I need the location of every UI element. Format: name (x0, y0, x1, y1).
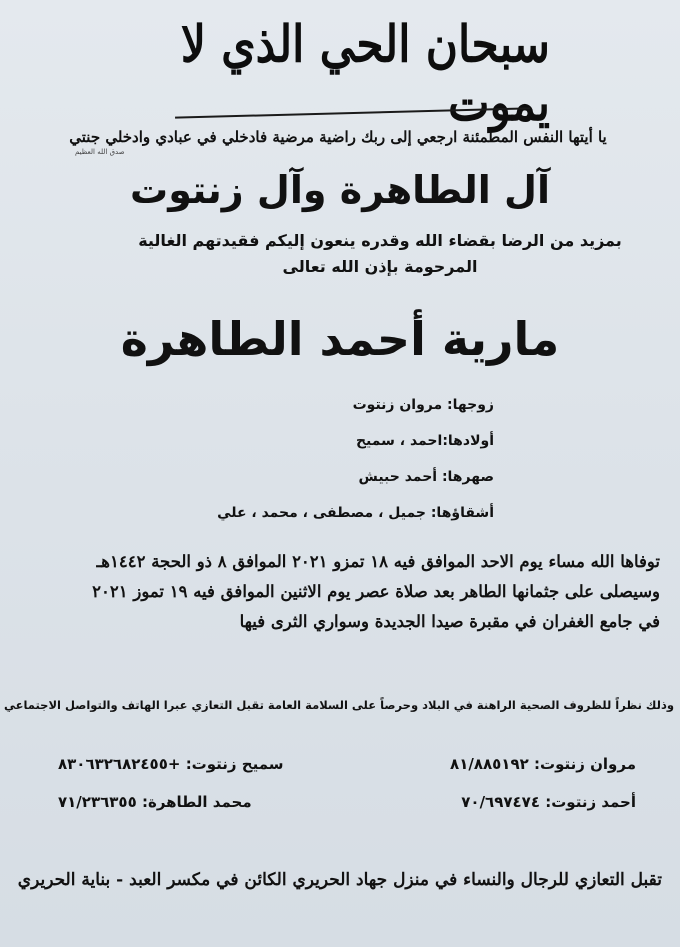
contact-samih (58, 755, 284, 773)
contact-ahmad (461, 793, 636, 811)
quran-verse: يا أيتها النفس المطمئنة ارجعي إلى ربك راضية مرضية فادخلي في عبادي وادخلي جنتي (69, 128, 607, 146)
contact-name: أحمد زنتوت: (545, 793, 636, 811)
announcement (80, 228, 680, 280)
contact-number: ٧١/٢٣٦٣٥٥ (58, 793, 137, 811)
relative-children: أولادها:احمد ، سميح (355, 433, 494, 449)
contact-mohammad (58, 793, 252, 811)
contact-marwan (450, 755, 636, 773)
contact-number: +٨٣٠٦٣٢٦٨٢٤٥٥ (58, 755, 181, 773)
announcement-line-2: المرحومة بإذن الله تعالى (282, 257, 478, 276)
contact-number: ٨١/٨٨٥١٩٢ (450, 755, 529, 773)
contacts-block (58, 755, 636, 815)
contact-name: مروان زنتوت: (534, 755, 636, 773)
death-details (20, 547, 660, 637)
announcement-line-1: بمزيد من الرضا بقضاء الله وقدره ينعون إليكم فقيدتهم الغالية (138, 231, 622, 250)
deceased-name: مارية أحمد الطاهرة (120, 312, 560, 366)
contact-name: محمد الطاهرة: (141, 793, 252, 811)
relative-son-in-law: صهرها: أحمد حبيش (358, 469, 494, 485)
verse-source: صدق الله العظيم (75, 148, 125, 156)
condolence-location: تقبل التعازي للرجال والنساء في منزل جهاد الحريري الكائن في مكسر العبد - بناية الحريري (17, 870, 662, 890)
death-line-1: توفاها الله مساء يوم الاحد الموافق فيه ١٨ تمزو ٢٠٢١ الموافق ٨ ذو الحجة ١٤٤٢هـ (96, 552, 660, 571)
relatives-list (174, 392, 494, 536)
death-line-3: في جامع الغفران في مقبرة صيدا الجديدة وسواري الثرى فيها (239, 612, 660, 631)
calligraphy-title: سبحان الحي الذي لا يموت (180, 15, 550, 133)
relative-husband: زوجها: مروان زنتوت (352, 397, 494, 413)
relative-siblings: أشقاؤها: جميل ، مصطفى ، محمد ، علي (217, 505, 494, 521)
families-heading: آل الطاهرة وآل زنتوت (130, 168, 550, 212)
death-line-2: وسيصلى على جثمانها الطاهر بعد صلاة عصر يوم الاثنين الموافق فيه ١٩ تموز ٢٠٢١ (92, 582, 660, 601)
contact-name: سميح زنتوت: (185, 755, 284, 773)
health-notice: وذلك نظراً للظروف الصحية الراهنة في البلاد وحرصاً على السلامة العامة تقبل التعازي عبرا الهاتف والتواصل الاجتماعي (3, 698, 674, 712)
contact-number: ٧٠/٦٩٧٤٧٤ (461, 793, 540, 811)
